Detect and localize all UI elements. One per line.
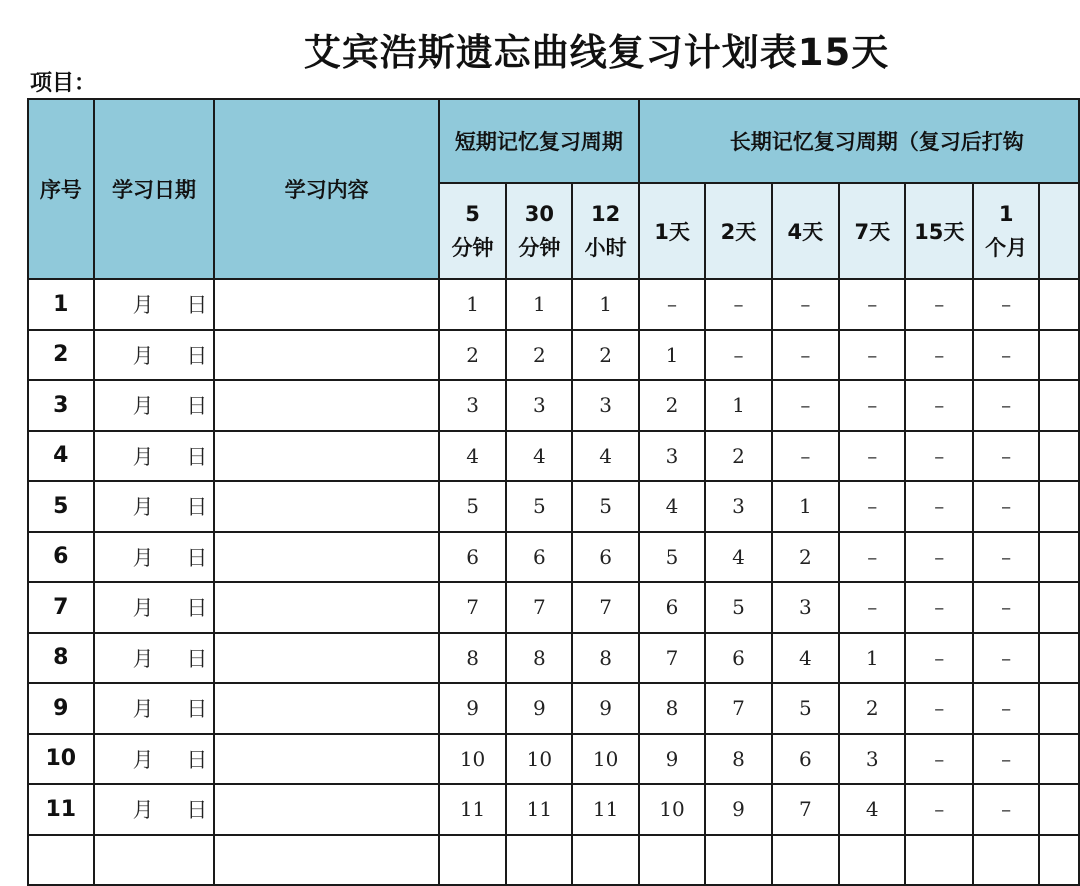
- content-cell[interactable]: [214, 279, 439, 330]
- long-review-cell: 4: [772, 633, 839, 684]
- cut-cell: [1039, 784, 1079, 835]
- long-review-cell: –: [839, 330, 905, 381]
- cut-cell: [1039, 380, 1079, 431]
- date-cell[interactable]: [94, 734, 215, 785]
- long-review-cell: –: [905, 532, 973, 583]
- short-review-cell: 6: [439, 532, 506, 583]
- day-label: 日: [186, 697, 208, 722]
- month-label: 月: [132, 495, 154, 520]
- long-review-cell: –: [905, 380, 973, 431]
- date-cell[interactable]: [94, 784, 215, 835]
- long-review-cell: 9: [639, 734, 705, 785]
- day-label: 日: [186, 343, 208, 368]
- long-review-cell: –: [839, 431, 905, 482]
- long-review-cell: –: [839, 582, 905, 633]
- month-label: 月: [132, 798, 154, 823]
- content-cell[interactable]: [214, 431, 439, 482]
- header-date: 学习日期: [94, 99, 215, 279]
- date-cell[interactable]: [94, 279, 215, 330]
- long-review-cell: –: [905, 784, 973, 835]
- long-review-cell: 5: [705, 582, 771, 633]
- cut-cell: [1039, 734, 1079, 785]
- date-fields: [95, 744, 214, 774]
- long-review-cell: –: [905, 330, 973, 381]
- long-review-cell: 7: [705, 683, 771, 734]
- short-review-cell: 11: [439, 784, 506, 835]
- date-fields: [95, 592, 214, 622]
- header-long-col: 1 个月: [973, 183, 1039, 279]
- table-row: [28, 380, 1079, 431]
- long-review-cell: 8: [705, 734, 771, 785]
- seq-cell: 11: [28, 784, 94, 835]
- long-review-cell: –: [973, 330, 1039, 381]
- empty-cell: [905, 835, 973, 886]
- date-fields: [95, 441, 214, 471]
- short-review-cell: 2: [506, 330, 572, 381]
- day-label: 日: [186, 545, 208, 570]
- short-review-cell: 9: [572, 683, 638, 734]
- short-review-cell: 9: [439, 683, 506, 734]
- long-review-cell: 2: [639, 380, 705, 431]
- short-review-cell: 6: [506, 532, 572, 583]
- long-review-cell: –: [973, 481, 1039, 532]
- short-review-cell: 10: [506, 734, 572, 785]
- cut-cell: [1039, 279, 1079, 330]
- table-row: [28, 784, 1079, 835]
- long-review-cell: 3: [839, 734, 905, 785]
- month-label: 月: [132, 747, 154, 772]
- empty-cell: [94, 835, 215, 886]
- empty-cell: [705, 835, 771, 886]
- long-review-cell: –: [905, 633, 973, 684]
- long-review-cell: –: [839, 532, 905, 583]
- short-review-cell: 11: [506, 784, 572, 835]
- date-fields: [95, 693, 214, 723]
- long-review-cell: –: [772, 279, 839, 330]
- long-review-cell: –: [973, 784, 1039, 835]
- content-cell[interactable]: [214, 330, 439, 381]
- long-review-cell: 7: [772, 784, 839, 835]
- header-content: 学习内容: [214, 99, 439, 279]
- date-cell[interactable]: [94, 532, 215, 583]
- short-review-cell: 10: [439, 734, 506, 785]
- long-review-cell: –: [973, 683, 1039, 734]
- month-label: 月: [132, 394, 154, 419]
- cut-cell: [1039, 330, 1079, 381]
- review-plan-table: [27, 98, 1080, 886]
- short-review-cell: 8: [439, 633, 506, 684]
- seq-cell: 8: [28, 633, 94, 684]
- empty-cell: [28, 835, 94, 886]
- seq-cell: 9: [28, 683, 94, 734]
- month-label: 月: [132, 697, 154, 722]
- table-row-partial: [28, 835, 1079, 886]
- short-review-cell: 7: [439, 582, 506, 633]
- short-review-cell: 2: [439, 330, 506, 381]
- short-review-cell: 1: [506, 279, 572, 330]
- short-review-cell: 8: [506, 633, 572, 684]
- short-review-cell: 1: [439, 279, 506, 330]
- content-cell[interactable]: [214, 633, 439, 684]
- short-review-cell: 1: [572, 279, 638, 330]
- date-cell[interactable]: [94, 481, 215, 532]
- header-long-col-cut: [1039, 183, 1079, 279]
- header-short-col: 12 小时: [572, 183, 638, 279]
- cut-cell: [1039, 481, 1079, 532]
- table-row: [28, 532, 1079, 583]
- long-review-cell: –: [705, 330, 771, 381]
- short-review-cell: 4: [439, 431, 506, 482]
- long-review-cell: 6: [705, 633, 771, 684]
- month-label: 月: [132, 293, 154, 318]
- header-long-col: 1天: [639, 183, 705, 279]
- short-review-cell: 7: [572, 582, 638, 633]
- long-review-cell: –: [839, 481, 905, 532]
- cut-cell: [1039, 582, 1079, 633]
- date-fields: [95, 491, 214, 521]
- date-cell[interactable]: [94, 330, 215, 381]
- long-review-cell: –: [639, 279, 705, 330]
- content-cell[interactable]: [214, 481, 439, 532]
- long-review-cell: 2: [772, 532, 839, 583]
- page-title: 艾宾浩斯遗忘曲线复习计划表15天: [303, 31, 890, 74]
- long-review-cell: –: [772, 431, 839, 482]
- short-review-cell: 7: [506, 582, 572, 633]
- content-cell[interactable]: [214, 683, 439, 734]
- long-review-cell: 4: [705, 532, 771, 583]
- month-label: 月: [132, 444, 154, 469]
- empty-cell: [214, 835, 439, 886]
- seq-cell: 10: [28, 734, 94, 785]
- long-review-cell: –: [973, 582, 1039, 633]
- long-review-cell: 6: [772, 734, 839, 785]
- short-review-cell: 10: [572, 734, 638, 785]
- long-review-cell: 7: [639, 633, 705, 684]
- day-label: 日: [186, 444, 208, 469]
- empty-cell: [1039, 835, 1079, 886]
- table-row: [28, 582, 1079, 633]
- long-review-cell: –: [772, 380, 839, 431]
- empty-cell: [772, 835, 839, 886]
- short-review-cell: 8: [572, 633, 638, 684]
- cut-cell: [1039, 532, 1079, 583]
- day-label: 日: [186, 293, 208, 318]
- long-review-cell: 3: [772, 582, 839, 633]
- date-fields: [95, 542, 214, 572]
- empty-cell: [839, 835, 905, 886]
- header-short-col: 30 分钟: [506, 183, 572, 279]
- short-review-cell: 9: [506, 683, 572, 734]
- empty-cell: [572, 835, 638, 886]
- long-review-cell: –: [905, 683, 973, 734]
- header-long-col: 7天: [839, 183, 905, 279]
- date-fields: [95, 390, 214, 420]
- date-fields: [95, 340, 214, 370]
- short-review-cell: 3: [572, 380, 638, 431]
- long-review-cell: –: [772, 330, 839, 381]
- long-review-cell: –: [705, 279, 771, 330]
- content-cell[interactable]: [214, 784, 439, 835]
- month-label: 月: [132, 596, 154, 621]
- seq-cell: 5: [28, 481, 94, 532]
- long-review-cell: –: [905, 734, 973, 785]
- project-label: 项目：: [30, 71, 97, 96]
- long-review-cell: –: [905, 582, 973, 633]
- short-review-cell: 4: [572, 431, 638, 482]
- long-review-cell: 8: [639, 683, 705, 734]
- long-review-cell: 5: [772, 683, 839, 734]
- date-fields: [95, 643, 214, 673]
- table-row: [28, 431, 1079, 482]
- content-cell[interactable]: [214, 582, 439, 633]
- long-review-cell: 1: [772, 481, 839, 532]
- seq-cell: 2: [28, 330, 94, 381]
- day-label: 日: [186, 798, 208, 823]
- day-label: 日: [186, 394, 208, 419]
- date-cell[interactable]: [94, 683, 215, 734]
- long-review-cell: –: [839, 380, 905, 431]
- table-row: [28, 734, 1079, 785]
- long-review-cell: 5: [639, 532, 705, 583]
- long-review-cell: 6: [639, 582, 705, 633]
- seq-cell: 1: [28, 279, 94, 330]
- date-cell[interactable]: [94, 582, 215, 633]
- month-label: 月: [132, 646, 154, 671]
- header-short-col: 5 分钟: [439, 183, 506, 279]
- header-long-col: 4天: [772, 183, 839, 279]
- long-review-cell: 1: [639, 330, 705, 381]
- header-long-term-text: 长期记忆复习周期（复习后打钩: [729, 130, 1024, 154]
- header-short-term: 短期记忆复习周期: [439, 99, 639, 183]
- short-review-cell: 6: [572, 532, 638, 583]
- long-review-cell: 2: [705, 431, 771, 482]
- seq-cell: 4: [28, 431, 94, 482]
- header-long-col: 15天: [905, 183, 973, 279]
- header-long-col: 2天: [705, 183, 771, 279]
- day-label: 日: [186, 646, 208, 671]
- month-label: 月: [132, 545, 154, 570]
- empty-cell: [506, 835, 572, 886]
- cut-cell: [1039, 633, 1079, 684]
- date-cell[interactable]: [94, 431, 215, 482]
- cut-cell: [1039, 431, 1079, 482]
- date-cell[interactable]: [94, 380, 215, 431]
- empty-cell: [639, 835, 705, 886]
- long-review-cell: –: [905, 431, 973, 482]
- short-review-cell: 4: [506, 431, 572, 482]
- short-review-cell: 11: [572, 784, 638, 835]
- long-review-cell: 1: [839, 633, 905, 684]
- long-review-cell: –: [973, 279, 1039, 330]
- table-row: [28, 481, 1079, 532]
- long-review-cell: 3: [639, 431, 705, 482]
- long-review-cell: –: [905, 279, 973, 330]
- empty-cell: [439, 835, 506, 886]
- seq-cell: 7: [28, 582, 94, 633]
- long-review-cell: –: [973, 633, 1039, 684]
- long-review-cell: 10: [639, 784, 705, 835]
- short-review-cell: 5: [572, 481, 638, 532]
- table-body: [28, 279, 1079, 885]
- table-row: [28, 683, 1079, 734]
- date-cell[interactable]: [94, 633, 215, 684]
- long-review-cell: –: [839, 279, 905, 330]
- month-label: 月: [132, 343, 154, 368]
- short-review-cell: 5: [506, 481, 572, 532]
- long-review-cell: –: [973, 431, 1039, 482]
- cut-cell: [1039, 683, 1079, 734]
- empty-cell: [973, 835, 1039, 886]
- content-cell[interactable]: [214, 734, 439, 785]
- day-label: 日: [186, 596, 208, 621]
- content-cell[interactable]: [214, 532, 439, 583]
- long-review-cell: 4: [839, 784, 905, 835]
- long-review-cell: 4: [639, 481, 705, 532]
- long-review-cell: 1: [705, 380, 771, 431]
- table-row: [28, 330, 1079, 381]
- header-seq: 序号: [28, 99, 94, 279]
- content-cell[interactable]: [214, 380, 439, 431]
- seq-cell: 3: [28, 380, 94, 431]
- seq-cell: 6: [28, 532, 94, 583]
- short-review-cell: 3: [439, 380, 506, 431]
- long-review-cell: –: [973, 734, 1039, 785]
- table-row: [28, 633, 1079, 684]
- day-label: 日: [186, 747, 208, 772]
- table-row: [28, 279, 1079, 330]
- short-review-cell: 2: [572, 330, 638, 381]
- long-review-cell: 9: [705, 784, 771, 835]
- long-review-cell: –: [905, 481, 973, 532]
- header-long-term: [639, 99, 1079, 183]
- short-review-cell: 5: [439, 481, 506, 532]
- day-label: 日: [186, 495, 208, 520]
- short-review-cell: 3: [506, 380, 572, 431]
- date-fields: [95, 794, 214, 824]
- long-review-cell: –: [973, 532, 1039, 583]
- long-review-cell: –: [973, 380, 1039, 431]
- date-fields: [95, 289, 214, 319]
- long-review-cell: 3: [705, 481, 771, 532]
- long-review-cell: 2: [839, 683, 905, 734]
